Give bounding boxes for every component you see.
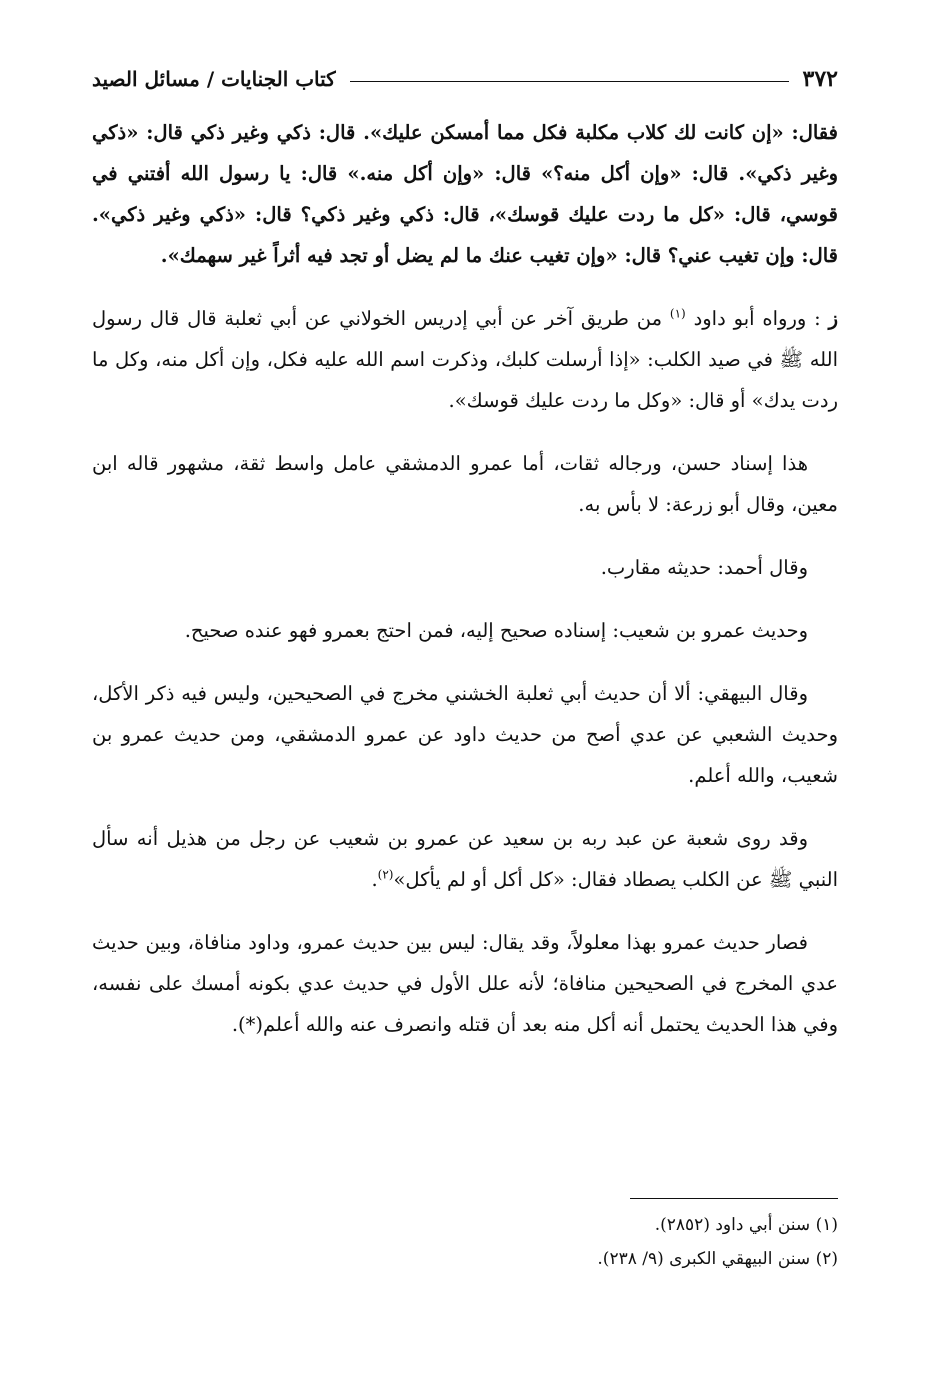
paragraph-hadith-continuation: فقال: «إن كانت لك كلاب مكلبة فكل مما أمسكن عليك». قال: ذكي وغير ذكي قال: «ذكي وغير ذكي». قال: «وإن أكل منه؟» قال: «وإن أكل منه.» قال: يا رسول الله أفتني في قوسي، قال: «كل ما ردت عليك قوسك»، قال: ذكي وغير ذكي؟ قال: «ذكي وغير ذكي». قال: وإن تغيب عني؟ قال: «وإن تغيب عنك ما لم يضل أو تجد فيه أثراً غير سهمك».	[92, 121, 838, 267]
running-title: كتاب الجنايات / مسائل الصيد	[92, 67, 336, 91]
footnote-ref-1[interactable]: (١)	[669, 306, 686, 321]
paragraph-ahmad-opinion: وقال أحمد: حديثه مقارب.	[600, 556, 808, 579]
addition-marker: ز	[828, 307, 838, 330]
header-rule	[350, 81, 789, 82]
narration-intro: : ورواه أبو داود	[693, 307, 821, 330]
paragraph-shuba-narration	[92, 818, 838, 900]
narration-body: من طريق آخر عن أبي إدريس الخولاني عن أبي ثعلبة قال قال رسول الله ﷺ في صيد الكلب: «إذا أرسلت كلبك، وذكرت اسم الله عليه فكل، وإن أكل منه، وكل ما ردت يدك» أو قال: «وكل ما ردت عليك قوسك».	[92, 307, 838, 412]
shuba-narration-text: وقد روى شعبة عن عبد ربه بن سعيد عن عمرو بن شعيب عن رجل من هذيل أنه سأل النبي ﷺ عن الكلب يصطاد فقال: «كل أكل أو لم يأكل»	[92, 827, 838, 891]
footnote-1: (١) سنن أبي داود (٢٨٥٢).	[654, 1215, 838, 1235]
paragraph-abu-dawud-narration	[92, 298, 838, 421]
footnote-separator	[630, 1198, 838, 1199]
footnotes	[92, 1208, 838, 1276]
footnote-ref-2[interactable]: (٢)	[377, 867, 394, 882]
shuba-narration-end: .	[371, 868, 378, 891]
paragraph-isnad-grading: هذا إسناد حسن، ورجاله ثقات، أما عمرو الدمشقي عامل واسط ثقة، مشهور قاله ابن معين، وقال أبو زرعة: لا بأس به.	[92, 452, 838, 516]
paragraph-amr-bin-shuayb: وحديث عمرو بن شعيب: إسناده صحيح إليه، فمن احتج بعمرو فهو عنده صحيح.	[184, 619, 808, 642]
page-number: ٣٧٢	[802, 66, 838, 92]
paragraph-conclusion: فصار حديث عمرو بهذا معلولاً، وقد يقال: ليس بين حديث عمرو، وداود منافاة، وبين حديث عدي المخرج في الصحيحين منافاة؛ لأنه علل الأول في حديث عدي بكونه أمسك على نفسه، وفي هذا الحديث يحتمل أنه أكل منه بعد أن قتله وانصرف عنه والله أعلم(*).	[92, 931, 838, 1036]
main-text	[92, 112, 838, 1067]
paragraph-bayhaqi: وقال البيهقي: ألا أن حديث أبي ثعلبة الخشني مخرج في الصحيحين، وليس فيه ذكر الأكل، وحديث الشعبي عن عدي أصح من حديث داود عن عمرو الدمشقي، ومن حديث عمرو بن شعيب، والله أعلم.	[92, 682, 838, 787]
page-header	[92, 62, 838, 96]
footnote-2: (٢) سنن البيهقي الكبرى (٩/ ٢٣٨).	[597, 1249, 838, 1269]
